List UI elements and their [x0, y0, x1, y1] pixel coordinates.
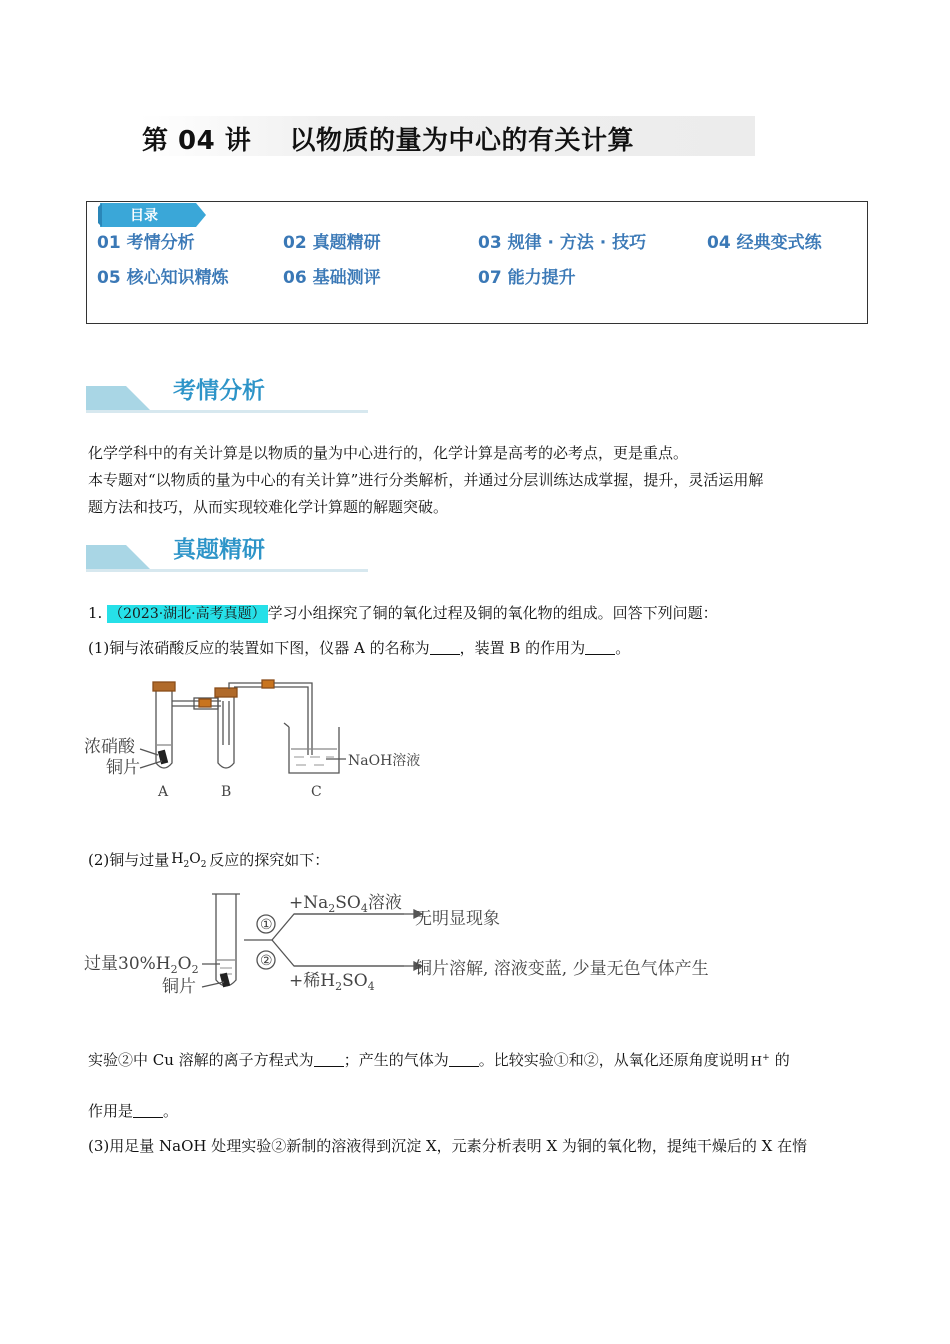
section1-paragraph [88, 440, 868, 521]
part1-text-a: (1)铜与浓硝酸反应的装置如下图，仪器 A 的名称为 [88, 639, 430, 657]
part2-text-b: 反应的探究如下： [209, 851, 330, 869]
reagent1-b: SO [335, 893, 361, 913]
toc-tag-label: 目录 [130, 208, 158, 224]
reagent2-b: SO [342, 971, 368, 991]
reagent2-a: +稀H [289, 971, 336, 991]
reagent2-sub2: 4 [367, 980, 375, 993]
reagent2-sub1: 2 [335, 980, 343, 993]
reagent1-a: +Na [289, 893, 329, 913]
toc-item-06[interactable]: 06 基础测评 [283, 268, 381, 288]
question-part-2 [88, 849, 329, 870]
part4-text-a: 作用是 [88, 1102, 134, 1120]
question-source-badge: （2023·湖北·高考真题） [109, 606, 266, 622]
label-copper-2: 铜片 [162, 977, 196, 997]
toc-item-02[interactable]: 02 真题精研 [283, 233, 381, 253]
label-naoh: NaOH溶液 [348, 753, 421, 769]
answer-blank[interactable] [133, 1103, 163, 1118]
reaction-scheme-figure [84, 888, 784, 1000]
question-part-3: (3)用足量 NaOH 处理实验②新制的溶液得到沉淀 X，元素分析表明 X 为铜的氧化物，提纯干燥后的 X 在惰 [88, 1137, 808, 1155]
apparatus-figure [84, 665, 444, 805]
part4-text-b: 。 [163, 1102, 179, 1120]
formula-sub-2a: 2 [183, 859, 190, 870]
toc-item-04[interactable]: 04 经典变式练 [707, 233, 822, 253]
formula-h-plus-h: H [750, 1054, 763, 1070]
part1-text-c: 。 [615, 639, 631, 657]
excess-sub2: 2 [191, 963, 199, 976]
question-stem-text: 学习小组探究了铜的氧化过程及铜的氧化物的组成。回答下列问题： [267, 604, 718, 622]
label-conc-acid: 浓硝酸 [84, 737, 135, 757]
toc-item-05[interactable]: 05 核心知识精炼 [97, 268, 229, 288]
part3-text-d: 的 [774, 1051, 790, 1069]
excess-a: 过量30%H [84, 954, 171, 974]
reagent-2 [289, 971, 375, 993]
part2-text-a: (2)铜与过量 [88, 851, 170, 869]
reagent1-sub1: 2 [328, 902, 336, 915]
toc-item-03[interactable]: 03 规律 · 方法 · 技巧 [478, 233, 647, 253]
reagent1-sub2: 4 [360, 902, 368, 915]
page-title: 第 04 讲 以物质的量为中心的有关计算 [142, 126, 634, 156]
label-excess-h2o2 [84, 954, 199, 976]
answer-blank[interactable] [585, 640, 615, 655]
reagent1-c: 溶液 [367, 893, 402, 913]
part3-text-c: 。比较实验①和②，从氧化还原角度说明 [478, 1051, 749, 1069]
label-c: C [311, 784, 322, 800]
formula-o: O [189, 851, 201, 867]
formula-h: H [171, 851, 184, 867]
label-copper: 铜片 [106, 758, 140, 778]
label-b: B [221, 784, 232, 800]
question-part-2-line-2 [88, 1100, 178, 1121]
section1-line-1: 化学学科中的有关计算是以物质的量为中心进行的，化学计算是高考的必考点，更是重点。 [88, 444, 689, 462]
excess-sub1: 2 [170, 963, 178, 976]
question-part-2-line-1 [88, 1049, 790, 1070]
formula-plus: + [762, 1053, 770, 1063]
question-number: 1. [88, 604, 103, 622]
toc-item-07[interactable]: 07 能力提升 [478, 268, 576, 288]
part3-text-a: 实验②中 Cu 溶解的离子方程式为 [88, 1051, 314, 1069]
question-part-1 [88, 637, 630, 658]
answer-blank[interactable] [430, 640, 460, 655]
answer-blank[interactable] [449, 1052, 479, 1067]
result-2: 铜片溶解, 溶液变蓝, 少量无色气体产生 [415, 959, 709, 979]
formula-sub-2b: 2 [200, 859, 207, 870]
section1-line-2: 本专题对“以物质的量为中心的有关计算”进行分类解析，并通过分层训练达成掌握，提升，灵活运用解 [88, 471, 764, 489]
answer-blank[interactable] [314, 1052, 344, 1067]
section1-line-3: 题方法和技巧，从而实现较难化学计算题的解题突破。 [88, 498, 449, 516]
question-1-stem [88, 602, 718, 623]
reagent-1 [289, 893, 402, 915]
circle-1-label: ① [260, 917, 273, 933]
section-heading-1: 考情分析 [173, 378, 265, 404]
excess-b: O [177, 954, 192, 974]
section-heading-2: 真题精研 [173, 537, 265, 563]
result-1: 无明显现象 [415, 909, 500, 929]
circle-2-label: ② [260, 953, 273, 969]
label-a: A [158, 784, 169, 800]
part3-text-b: ；产生的气体为 [343, 1051, 449, 1069]
part1-text-b: ，装置 B 的作用为 [459, 639, 586, 657]
toc-item-01[interactable]: 01 考情分析 [97, 233, 195, 253]
